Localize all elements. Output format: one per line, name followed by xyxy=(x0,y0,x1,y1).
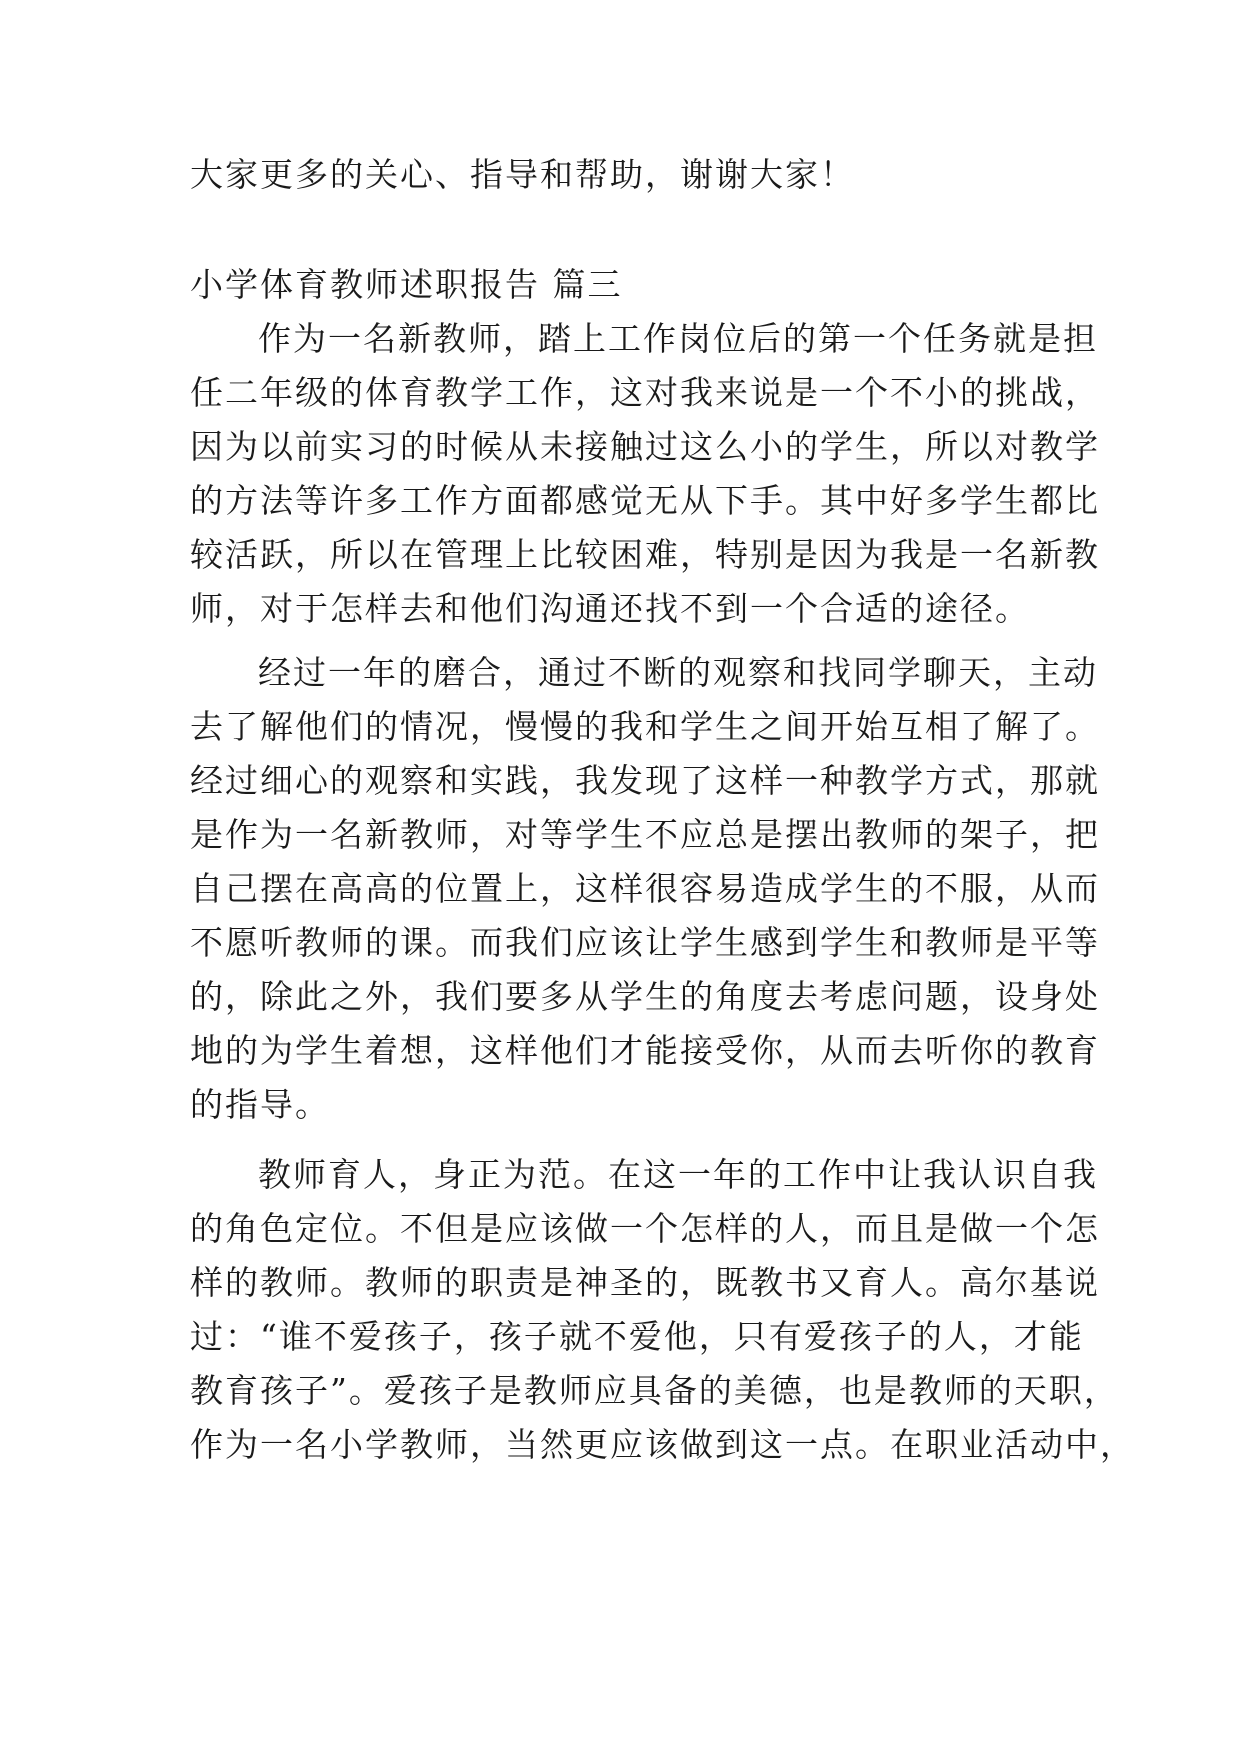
paragraph-line: 教师育人，身正为范。在这一年的工作中让我认识自我 xyxy=(258,1155,1098,1194)
paragraph-line: 是作为一名新教师，对等学生不应总是摆出教师的架子，把 xyxy=(190,815,1100,854)
paragraph-line: 去了解他们的情况，慢慢的我和学生之间开始互相了解了。 xyxy=(190,707,1100,746)
paragraph-line: 师，对于怎样去和他们沟通还找不到一个合适的途径。 xyxy=(190,589,1030,628)
spacer xyxy=(190,636,1050,646)
spacer xyxy=(190,202,1050,258)
paragraph-line: 过：“谁不爱孩子，孩子就不爱他，只有爱孩子的人，才能 xyxy=(190,1317,1084,1356)
paragraph-line: 不愿听教师的课。而我们应该让学生感到学生和教师是平等 xyxy=(190,923,1100,962)
paragraph-line: 样的教师。教师的职责是神圣的，既教书又育人。高尔基说 xyxy=(190,1263,1100,1302)
paragraph-3 xyxy=(190,1148,1135,1472)
paragraph-line: 作为一名小学教师，当然更应该做到这一点。在职业活动中， xyxy=(190,1425,1135,1464)
document-body xyxy=(190,148,1135,1472)
spacer xyxy=(190,1132,1050,1148)
paragraph-line: 的指导。 xyxy=(190,1085,330,1124)
paragraph-1 xyxy=(190,312,1100,636)
paragraph-line: 作为一名新教师，踏上工作岗位后的第一个任务就是担 xyxy=(258,319,1098,358)
paragraph-line: 自己摆在高高的位置上，这样很容易造成学生的不服，从而 xyxy=(190,869,1100,908)
paragraph-line: 任二年级的体育教学工作，这对我来说是一个不小的挑战， xyxy=(190,373,1100,412)
paragraph-line: 的角色定位。不但是应该做一个怎样的人，而且是做一个怎 xyxy=(190,1209,1100,1248)
paragraph-line: 较活跃，所以在管理上比较困难，特别是因为我是一名新教 xyxy=(190,535,1100,574)
paragraph-line: 教育孩子”。爱孩子是教师应具备的美德，也是教师的天职， xyxy=(190,1371,1119,1410)
paragraph-line: 经过一年的磨合，通过不断的观察和找同学聊天，主动 xyxy=(258,653,1098,692)
section-title: 小学体育教师述职报告 篇三 xyxy=(190,265,623,304)
paragraph-2 xyxy=(190,646,1100,1132)
carryover-line: 大家更多的关心、指导和帮助，谢谢大家！ xyxy=(190,155,855,194)
paragraph-line: 的，除此之外，我们要多从学生的角度去考虑问题，设身处 xyxy=(190,977,1100,1016)
paragraph-line: 地的为学生着想，这样他们才能接受你，从而去听你的教育 xyxy=(190,1031,1100,1070)
paragraph-line: 因为以前实习的时候从未接触过这么小的学生，所以对教学 xyxy=(190,427,1100,466)
paragraph-line: 的方法等许多工作方面都感觉无从下手。其中好多学生都比 xyxy=(190,481,1100,520)
paragraph-line: 经过细心的观察和实践，我发现了这样一种教学方式，那就 xyxy=(190,761,1100,800)
